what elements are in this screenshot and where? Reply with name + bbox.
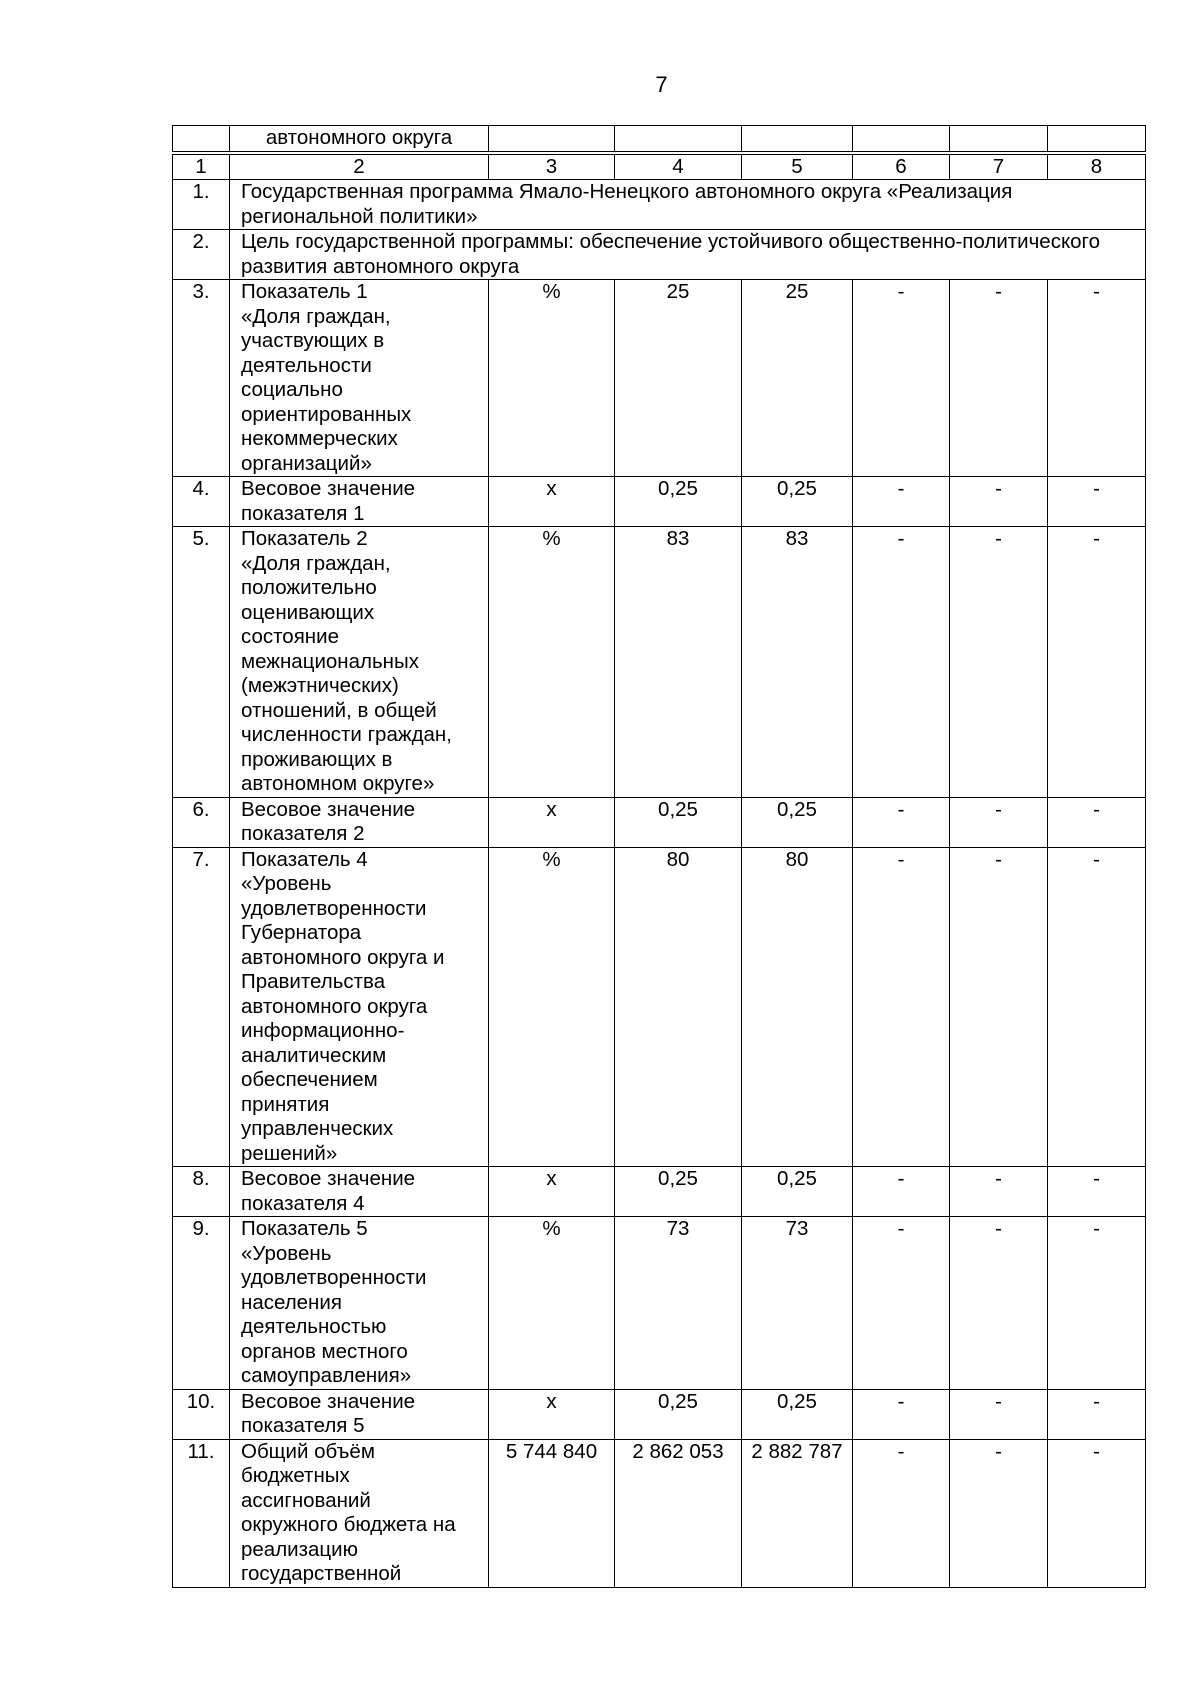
row-value-c6: -	[853, 1217, 950, 1390]
row-text: Весовое значение показателя 2	[230, 797, 489, 847]
table-row	[173, 230, 1146, 280]
row-value-c4: 0,25	[615, 477, 742, 527]
continuation-cell-7	[950, 126, 1048, 152]
row-value-c5: 83	[742, 527, 853, 798]
column-number-2: 2	[230, 154, 489, 180]
row-value-c6: -	[853, 1389, 950, 1439]
row-value-c6: -	[853, 280, 950, 477]
row-value-c3: х	[489, 797, 615, 847]
row-text: Показатель 1 «Доля граждан, участвующих в деятельности социально ориентированных некоммерческих организаций»	[230, 280, 489, 477]
row-number: 6.	[173, 797, 230, 847]
column-number-row	[173, 154, 1146, 180]
continuation-cell-6	[853, 126, 950, 152]
row-value-c4: 73	[615, 1217, 742, 1390]
row-value-c7: -	[950, 797, 1048, 847]
row-value-c4: 80	[615, 847, 742, 1167]
row-value-c5: 25	[742, 280, 853, 477]
column-number-5: 5	[742, 154, 853, 180]
row-value-c5: 0,25	[742, 797, 853, 847]
row-value-c3: %	[489, 280, 615, 477]
table-row	[173, 280, 1146, 477]
continuation-cell-3	[489, 126, 615, 152]
row-number: 1.	[173, 180, 230, 230]
column-number-3: 3	[489, 154, 615, 180]
row-value-c8: -	[1048, 1167, 1146, 1217]
row-text: Весовое значение показателя 5	[230, 1389, 489, 1439]
row-value-c7: -	[950, 477, 1048, 527]
row-value-c5: 2 882 787	[742, 1439, 853, 1587]
row-value-c8: -	[1048, 1389, 1146, 1439]
row-number: 9.	[173, 1217, 230, 1390]
row-value-c7: -	[950, 1217, 1048, 1390]
table-row	[173, 797, 1146, 847]
row-value-c3: х	[489, 1389, 615, 1439]
row-value-c7: -	[950, 280, 1048, 477]
column-number-4: 4	[615, 154, 742, 180]
row-number: 3.	[173, 280, 230, 477]
continuation-label: автономного округа	[230, 126, 489, 152]
table-row	[173, 527, 1146, 798]
table-row	[173, 1167, 1146, 1217]
row-value-c7: -	[950, 1167, 1048, 1217]
row-number: 7.	[173, 847, 230, 1167]
row-number: 8.	[173, 1167, 230, 1217]
row-value-c6: -	[853, 477, 950, 527]
page-number: 7	[655, 72, 668, 97]
row-value-c3: %	[489, 1217, 615, 1390]
row-value-c7: -	[950, 847, 1048, 1167]
row-value-c8: -	[1048, 1439, 1146, 1587]
row-value-c4: 2 862 053	[615, 1439, 742, 1587]
row-value-c4: 0,25	[615, 1389, 742, 1439]
row-value-c3: 5 744 840	[489, 1439, 615, 1587]
row-value-c5: 0,25	[742, 1167, 853, 1217]
row-text: Показатель 4 «Уровень удовлетворенности Губернатора автономного округа и Правительства автономного округа информационно- аналитическим обеспечением принятия управленческих решений»	[230, 847, 489, 1167]
column-number-7: 7	[950, 154, 1048, 180]
row-text: Весовое значение показателя 1	[230, 477, 489, 527]
row-value-c7: -	[950, 527, 1048, 798]
row-value-c6: -	[853, 847, 950, 1167]
row-text: Государственная программа Ямало-Ненецкого автономного округа «Реализация региональной политики»	[230, 180, 1146, 230]
column-number-8: 8	[1048, 154, 1146, 180]
table-row	[173, 1389, 1146, 1439]
row-value-c6: -	[853, 527, 950, 798]
continuation-row	[173, 126, 1146, 152]
row-number: 4.	[173, 477, 230, 527]
row-value-c5: 0,25	[742, 477, 853, 527]
row-value-c8: -	[1048, 477, 1146, 527]
row-value-c8: -	[1048, 1217, 1146, 1390]
row-value-c4: 0,25	[615, 1167, 742, 1217]
row-number: 2.	[173, 230, 230, 280]
row-text: Цель государственной программы: обеспечение устойчивого общественно-политического развития автономного округа	[230, 230, 1146, 280]
column-number-1: 1	[173, 154, 230, 180]
row-value-c4: 25	[615, 280, 742, 477]
continuation-cell-8	[1048, 126, 1146, 152]
continuation-cell-4	[615, 126, 742, 152]
indicator-table	[172, 125, 1146, 1588]
row-text: Общий объём бюджетных ассигнований окружного бюджета на реализацию государственной	[230, 1439, 489, 1587]
row-value-c8: -	[1048, 527, 1146, 798]
row-value-c7: -	[950, 1389, 1048, 1439]
table-row	[173, 180, 1146, 230]
row-value-c3: %	[489, 527, 615, 798]
table-row	[173, 1439, 1146, 1587]
row-number: 11.	[173, 1439, 230, 1587]
row-value-c4: 0,25	[615, 797, 742, 847]
row-number: 10.	[173, 1389, 230, 1439]
row-value-c8: -	[1048, 797, 1146, 847]
column-number-6: 6	[853, 154, 950, 180]
row-value-c8: -	[1048, 847, 1146, 1167]
row-value-c3: %	[489, 847, 615, 1167]
row-value-c6: -	[853, 797, 950, 847]
row-value-c3: х	[489, 477, 615, 527]
row-value-c3: х	[489, 1167, 615, 1217]
row-text: Весовое значение показателя 4	[230, 1167, 489, 1217]
table-body	[173, 180, 1146, 1588]
row-text: Показатель 5 «Уровень удовлетворенности населения деятельностью органов местного самоуправления»	[230, 1217, 489, 1390]
row-value-c6: -	[853, 1167, 950, 1217]
row-value-c5: 80	[742, 847, 853, 1167]
row-value-c8: -	[1048, 280, 1146, 477]
row-value-c6: -	[853, 1439, 950, 1587]
row-text: Показатель 2 «Доля граждан, положительно оценивающих состояние межнациональных (межэтнических) отношений, в общей численности граждан, проживающих в автономном округе»	[230, 527, 489, 798]
row-value-c7: -	[950, 1439, 1048, 1587]
row-value-c5: 0,25	[742, 1389, 853, 1439]
continuation-cell-1	[173, 126, 230, 152]
table-row	[173, 847, 1146, 1167]
row-value-c4: 83	[615, 527, 742, 798]
row-number: 5.	[173, 527, 230, 798]
table-row	[173, 1217, 1146, 1390]
row-value-c5: 73	[742, 1217, 853, 1390]
table-row	[173, 477, 1146, 527]
continuation-cell-5	[742, 126, 853, 152]
